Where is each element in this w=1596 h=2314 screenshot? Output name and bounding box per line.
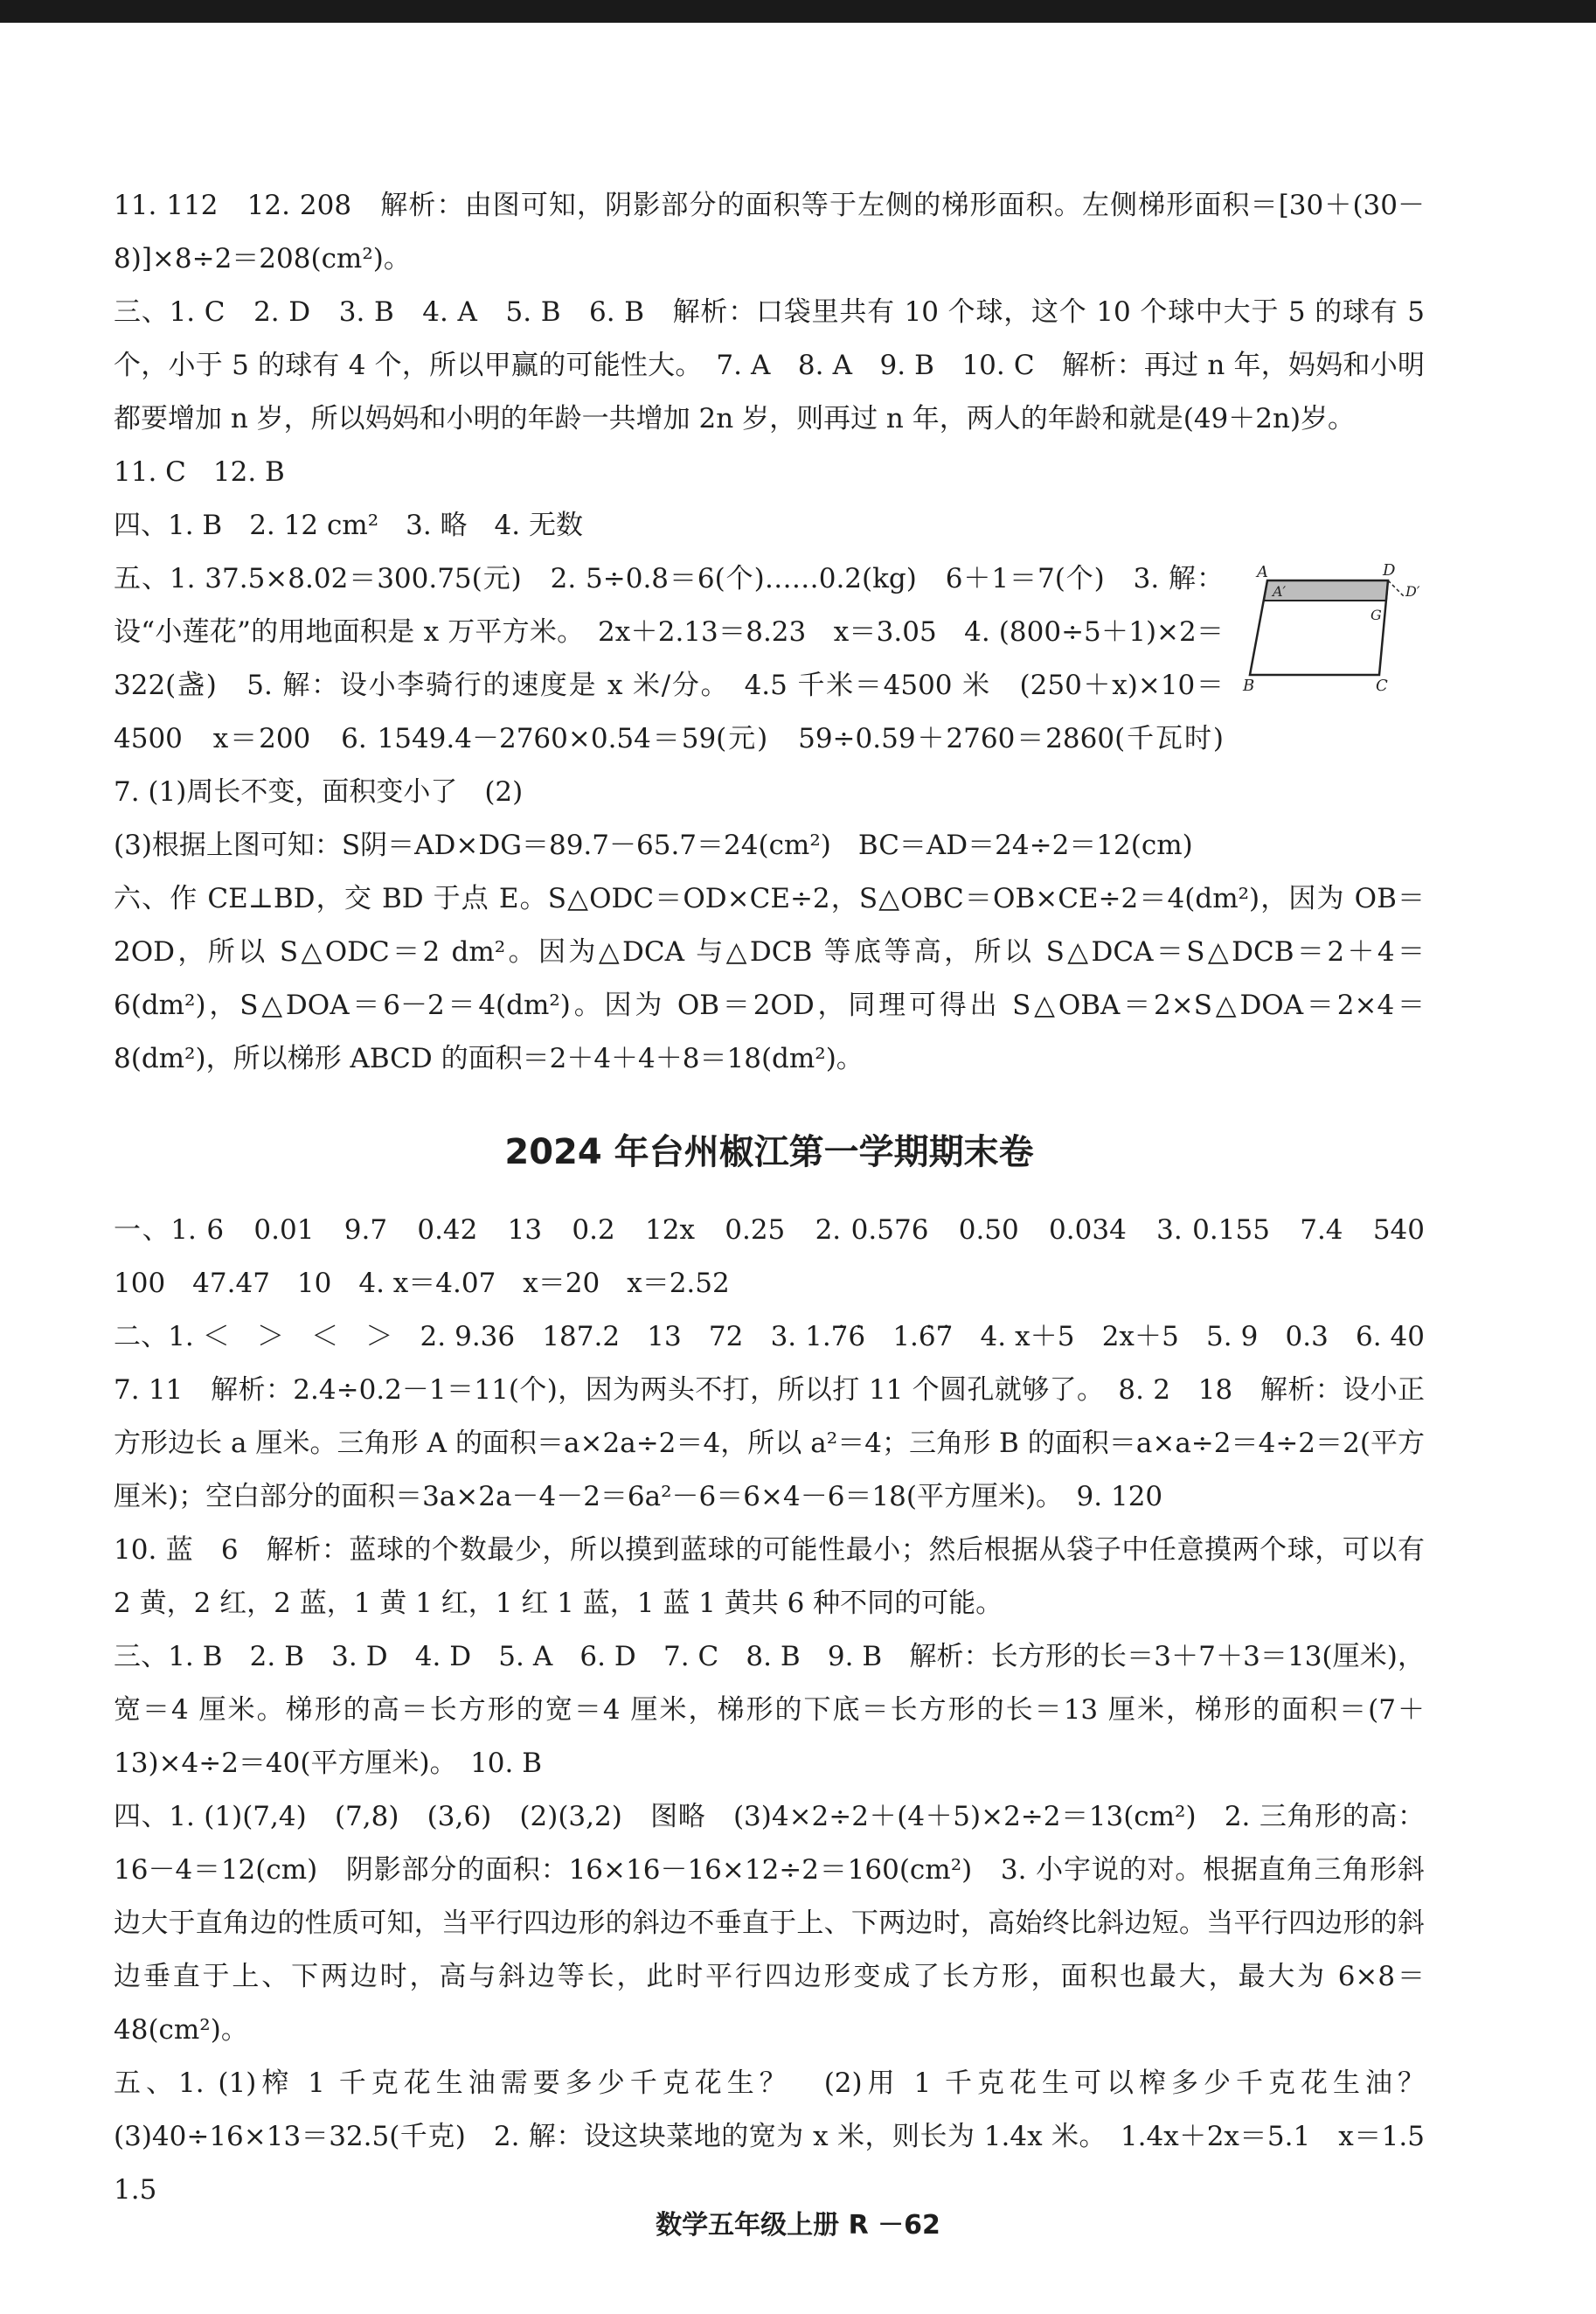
answer-block: 11. 112 12. 208 解析：由图可知，阴影部分的面积等于左侧的梯形面积。左侧梯形面积＝[30＋(30－8)]×8÷2＝208(cm²)。	[114, 190, 1425, 274]
answer-block: 六、作 CE⊥BD，交 BD 于点 E。S△ODC＝OD×CE÷2，S△OBC＝OB×CE÷2＝4(dm²)，因为 OB＝2OD，所以 S△ODC＝2 dm²。因为△DCA 与△DCB 等底等高，所以 S△DCA＝S△DCB＝2＋4＝6(dm²)，S△DOA＝6－2＝4(dm²)。因为 OB＝2OD，同理可得出 S△OBA＝2×S△DOA＝2×4＝8(dm²)，所以梯形 ABCD 的面积＝2＋4＋4＋8＝18(dm²)。	[114, 883, 1425, 1074]
answer-block: 11. C 12. B	[114, 456, 285, 488]
parallelogram-figure	[1232, 561, 1425, 692]
top-border-bar	[0, 0, 1596, 23]
answer-block: 一、1. 6 0.01 9.7 0.42 13 0.2 12x 0.25 2. 0.576 0.50 0.034 3. 0.155 7.4 540 100 47.47 10 4. x＝4.07 x＝20 x＝2.52	[114, 1214, 1452, 1299]
answer-content	[114, 179, 1452, 2217]
answer-block: 五、1. 37.5×8.02＝300.75(元) 2. 5÷0.8＝6(个)……0.2(kg) 6＋1＝7(个) 3. 解：设“小莲花”的用地面积是 x 万平方米。 2x＋2.13＝8.23 x＝3.05 4. (800÷5＋1)×2＝322(盏) 5. 解：设小李骑行的速度是 x 米/分。 4.5 千米＝4500 米 (250＋x)×10＝4500 x＝200 6. 1549.4－2760×0.54＝59(元) 59÷0.59＋2760＝2860(千瓦时) 7. (1)周长不变，面积变小了 (2)	[114, 563, 1251, 808]
answer-block: 10. 蓝 6 解析：蓝球的个数最少，所以摸到蓝球的可能性最小；然后根据从袋子中任意摸两个球，可以有 2 黄，2 红，2 蓝，1 黄 1 红，1 红 1 蓝，1 蓝 1 黄共 6 种不同的可能。	[114, 1534, 1425, 1619]
answer-block: 五、1. (1)榨 1 千克花生油需要多少千克花生？ (2)用 1 千克花生可以榨多少千克花生油？ (3)40÷16×13＝32.5(千克) 2. 解：设这块菜地的宽为 x 米，则长为 1.4x 米。 1.4x＋2x＝5.1 x＝1.5 1.5	[114, 2067, 1452, 2206]
label-c: C	[1376, 677, 1388, 692]
label-a: A	[1257, 563, 1268, 581]
label-g: G	[1370, 607, 1382, 623]
label-a-prime: A′	[1273, 583, 1287, 600]
dashed-edge	[1388, 580, 1404, 596]
answer-block: 三、1. C 2. D 3. B 4. A 5. B 6. B 解析：口袋里共有 10 个球，这个 10 个球中大于 5 的球有 5 个，小于 5 的球有 4 个，所以甲赢的可能性大。 7. A 8. A 9. B 10. C 解析：再过 n 年，妈妈和小明都要增加 n 岁，所以妈妈和小明的年龄一共增加 2n 岁，则再过 n 年，两人的年龄和就是(49＋2n)岁。	[114, 296, 1425, 434]
answer-block: 二、1. ＜ ＞ ＜ ＞ 2. 9.36 187.2 13 72 3. 1.7̇6̇ 1.6̇7̇ 4. x＋5 2x＋5 5. 9 0.3 6. 40 7. 11 解析：2.4÷0.2－1＝11(个)，因为两头不打，所以打 11 个圆孔就够了。 8. 2 18 解析：设小正方形边长 a 厘米。三角形 A 的面积＝a×2a÷2＝4，所以 a²＝4；三角形 B 的面积＝a×a÷2＝4÷2＝2(平方厘米)；空白部分的面积＝3a×2a－4－2＝6a²－6＝6×4－6＝18(平方厘米)。 9. 120	[114, 1321, 1452, 1512]
label-b: B	[1243, 677, 1255, 692]
answer-block: 三、1. B 2. B 3. D 4. D 5. A 6. D 7. C 8. B 9. B 解析：长方形的长＝3＋7＋3＝13(厘米)，宽＝4 厘米。梯形的高＝长方形的宽＝4 厘米，梯形的下底＝长方形的长＝13 厘米，梯形的面积＝(7＋13)×4÷2＝40(平方厘米)。 10. B	[114, 1641, 1425, 1779]
label-d: D	[1383, 561, 1396, 580]
label-d-prime: D′	[1405, 583, 1420, 600]
answer-block: (3)根据上图可知：S阴＝AD×DG＝89.7－65.7＝24(cm²) BC＝AD＝24÷2＝12(cm)	[114, 830, 1193, 861]
section-title: 2024 年台州椒江第一学期期末卷	[504, 1132, 1034, 1172]
answer-block: 四、1. (1)(7,4) (7,8) (3,6) (2)(3,2) 图略 (3)4×2÷2＋(4＋5)×2÷2＝13(cm²) 2. 三角形的高：16－4＝12(cm) 阴影部分的面积：16×16－16×12÷2＝160(cm²) 3. 小宇说的对。根据直角三角形斜边大于直角边的性质可知，当平行四边形的斜边不垂直于上、下两边时，高始终比斜边短。当平行四边形的斜边垂直于上、下两边时，高与斜边等长，此时平行四边形变成了长方形，面积也最大，最大为 6×8＝48(cm²)。	[114, 1801, 1425, 2046]
answer-with-figure	[114, 552, 1425, 819]
page-footer: 数学五年级上册 R －62	[656, 2210, 940, 2241]
answer-block: 四、1. B 2. 12 cm² 3. 略 4. 无数	[114, 510, 583, 541]
